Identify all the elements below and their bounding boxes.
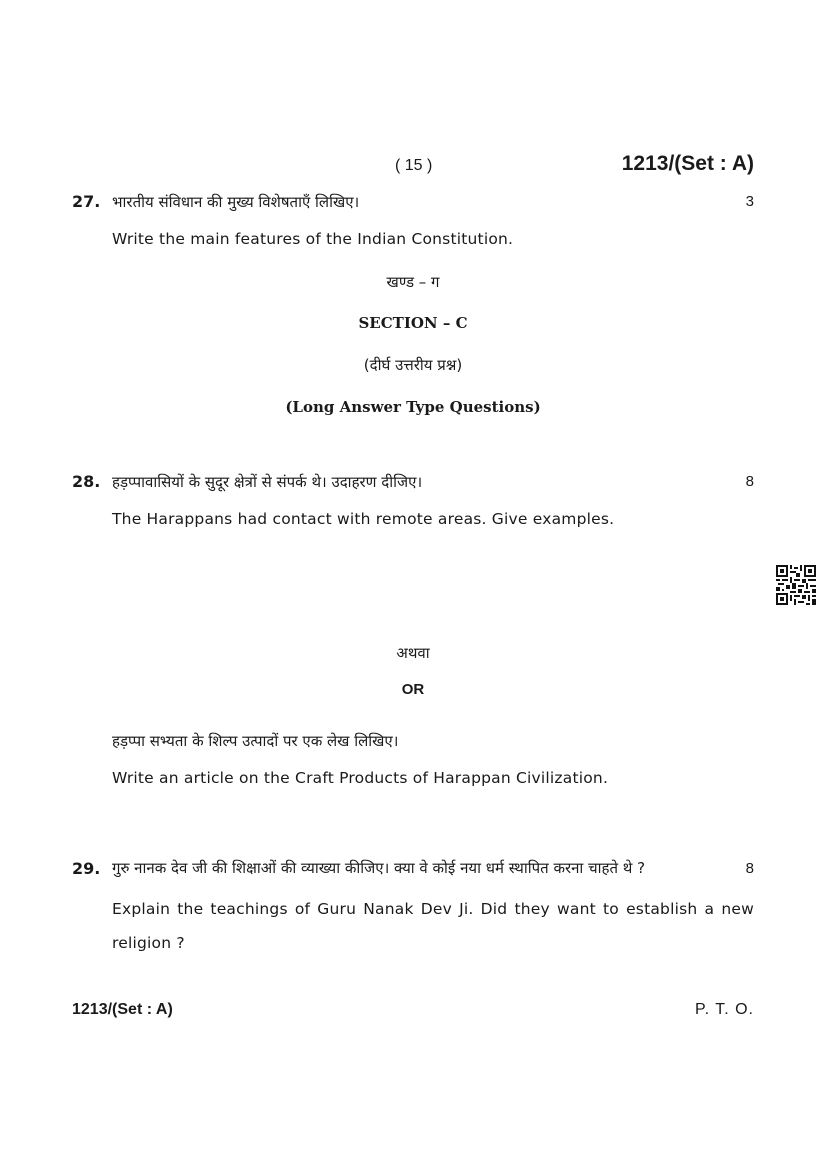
- paper-code-footer: 1213/(Set : A): [72, 1001, 173, 1018]
- paper-code-header: 1213/(Set : A): [621, 152, 754, 175]
- section-english-subtitle: (Long Answer Type Questions): [285, 398, 541, 416]
- question-number-28: 28.: [72, 472, 101, 491]
- question-27-hindi: भारतीय संविधान की मुख्य विशेषताएँ लिखिए।: [112, 193, 360, 211]
- question-number-29: 29.: [72, 859, 101, 878]
- please-turn-over: P. T. O.: [695, 1001, 754, 1018]
- question-28-hindi: हड़प्पावासियों के सुदूर क्षेत्रों से संपर्क थे। उदाहरण दीजिए।: [112, 473, 423, 491]
- page-number: ( 15 ): [395, 157, 433, 174]
- qr-code-icon: [776, 565, 816, 605]
- or-english: OR: [401, 681, 425, 698]
- or-hindi: अथवा: [396, 644, 430, 662]
- section-hindi-title: खण्ड – ग: [386, 273, 440, 291]
- question-29-hindi: गुरु नानक देव जी की शिक्षाओं की व्याख्या कीजिए। क्या वे कोई नया धर्म स्थापित करना चाहते थे ?: [112, 859, 646, 877]
- question-27-english: Write the main features of the Indian Constitution.: [112, 230, 514, 248]
- section-english-title: SECTION – C: [358, 314, 468, 332]
- question-27-marks: 3: [745, 193, 754, 210]
- question-28-alt-english: Write an article on the Craft Products of Harappan Civilization.: [112, 769, 609, 787]
- question-29-marks: 8: [745, 860, 754, 877]
- question-28-english: The Harappans had contact with remote areas. Give examples.: [112, 510, 615, 528]
- question-28-alt-hindi: हड़प्पा सभ्यता के शिल्प उत्पादों पर एक लेख लिखिए।: [112, 732, 399, 750]
- section-hindi-subtitle: (दीर्घ उत्तरीय प्रश्न): [363, 356, 463, 374]
- question-28-marks: 8: [745, 473, 754, 490]
- question-number-27: 27.: [72, 192, 101, 211]
- question-29-english: Explain the teachings of Guru Nanak Dev Ji. Did they want to establish a new religion ?: [112, 900, 754, 952]
